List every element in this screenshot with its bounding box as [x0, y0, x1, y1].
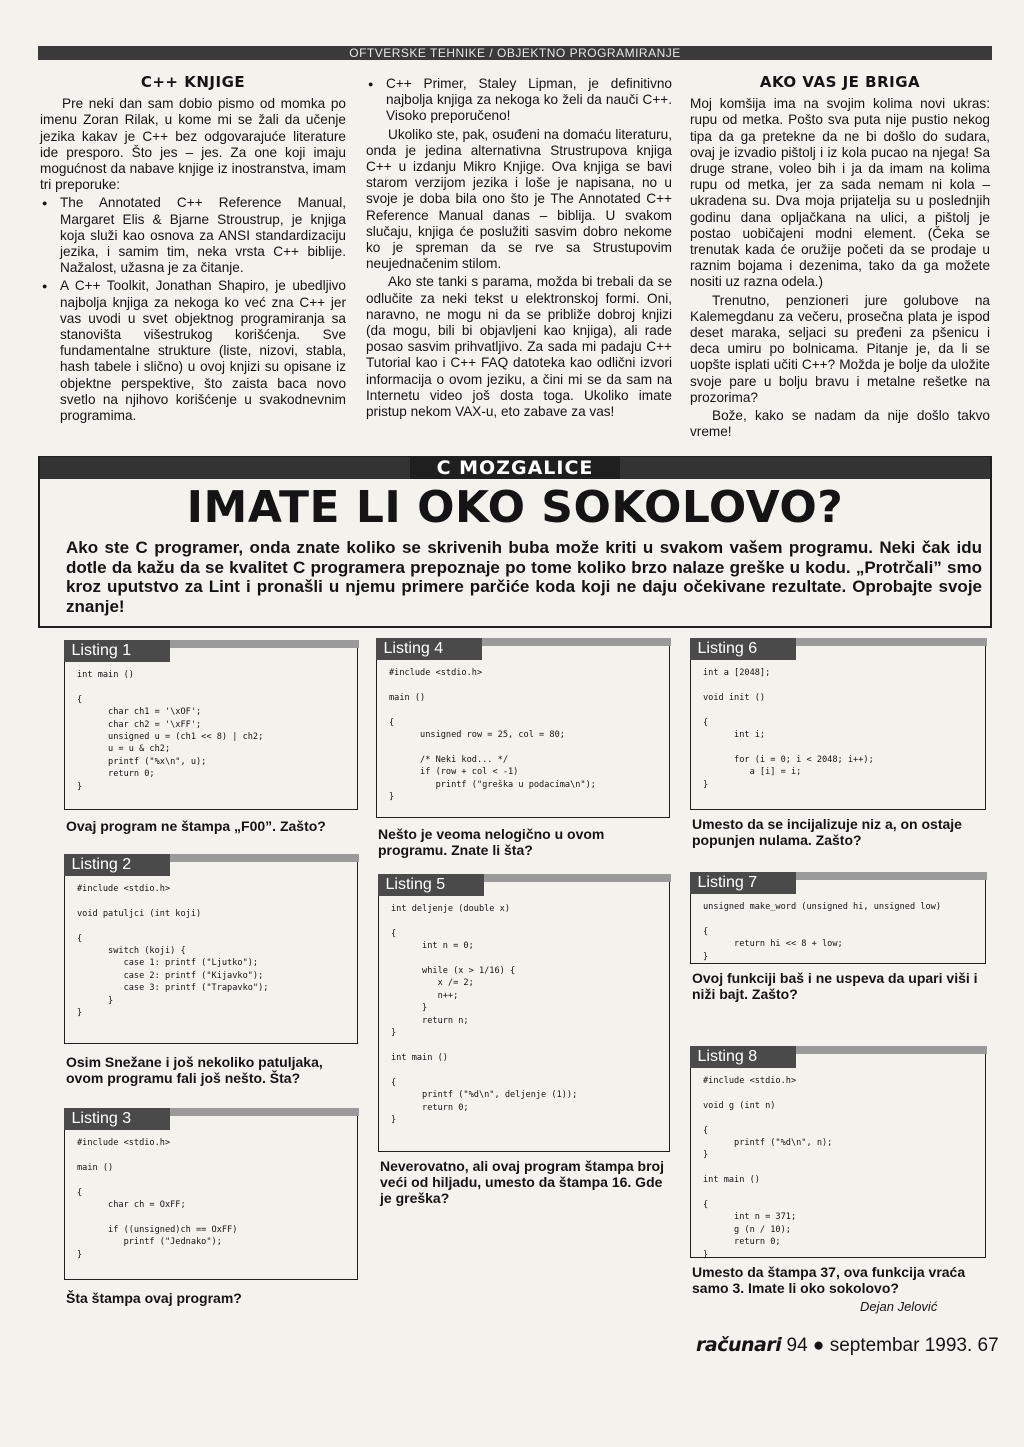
listing-tab-bar — [791, 638, 987, 646]
column-books-continued — [366, 74, 672, 422]
listing-2-box — [64, 854, 358, 1044]
listing-7-box — [690, 872, 986, 964]
care-paragraph-3: Bože, kako se nadam da nije došlo takvo vreme! — [690, 408, 990, 440]
puzzle-lead: Ako ste C programer, onda znate koliko se skrivenih buba može kriti u svakom vašem programu. Neki čak idu dotle da kažu da se kvalitet C programera prepoznaje po tome koliko brzo nalaze greške u kodu. „Protrčali” smo kroz uputstvo za Lint i pronašli u njemu primere parčiće koda koji ne daju očekivane rezultate. Oprobajte svoje znanje! — [66, 538, 982, 616]
listing-8-box — [690, 1046, 986, 1258]
listing-1-label: Listing 1 — [64, 640, 170, 662]
listing-2-code: #include <stdio.h> void patuljci (int koji) { switch (koji) { case 1: printf ("Ljutko"); case 2: printf ("Kijavko"); case 3: printf ("Trapavko"); } } — [77, 884, 269, 1019]
listing-tab-bar — [165, 854, 359, 862]
listing-3-label: Listing 3 — [64, 1108, 170, 1130]
listing-3-question: Šta štampa ovaj program? — [66, 1290, 242, 1306]
puzzle-section-label: C MOZGALICE — [410, 457, 620, 479]
listing-6-label: Listing 6 — [690, 638, 796, 660]
books-paragraph-1: Ukoliko ste, pak, osuđeni na domaću literaturu, onda je jedina alternativna Strustrupova knjiga C++ u izdanju Mikro Knjige. Ova knjiga se bavi starom verzijom jezika i loše je napisana, no u svoje je doba bila ono što je The Annotated C++ Reference Manual danas – biblija. U svakom slučaju, knjiga će poslužiti sasvim dobro nekome ko je spreman da se rve sa Strustupovim neujednačenim stilom. — [366, 126, 672, 272]
issue-number: 94 — [786, 1335, 808, 1356]
care-paragraph-2: Trenutno, penzioneri jure golubove na Kalemegdanu za večeru, prosečna plata je ispod deset maraka, seljaci su pređeni za pšenicu i deca umiru po bolnicama. Pitanje je, da li se uopšte isplati učiti C++? Možda je bolje da uložite svoje pare u bolju bravu i metalne rešetke na prozorima? — [690, 292, 990, 405]
listing-tab-bar — [791, 1046, 987, 1054]
listing-3-box — [64, 1108, 358, 1280]
books-intro: Pre neki dan sam dobio pismo od momka po imenu Zoran Rilak, u kome mi se žali da učenje jezika kakav je C++ bez odgovarajuće literature ide presporo. Što jes – jes. Za one koji imaju mogućnost da nabave knjige iz inostranstva, imam tri preporuke: — [40, 96, 346, 193]
column-if-you-care — [690, 74, 990, 442]
section-header: OFTVERSKE TEHNIKE / OBJEKTNO PROGRAMIRANJE — [38, 46, 992, 60]
listing-2-label: Listing 2 — [64, 854, 170, 876]
column-books — [40, 74, 346, 426]
listing-8-question: Umesto da štampa 37, ova funkcija vraća samo 3. Imate li oko sokolovo? — [692, 1264, 966, 1296]
magazine-brand: računari — [696, 1334, 782, 1356]
author-signature: Dejan Jelović — [860, 1299, 938, 1314]
listing-6-question: Umesto da se incijalizuje niz a, on ostaje popunjen nulama. Zašto? — [692, 816, 962, 848]
listing-tab-bar — [477, 638, 671, 646]
page-footer — [696, 1334, 999, 1357]
care-title: AKO VAS JE BRIGA — [759, 73, 921, 91]
listing-4-label: Listing 4 — [376, 638, 482, 660]
listing-5-question: Neverovatno, ali ovaj program štampa broj veći od hiljadu, umesto da štampa 16. Gde je greška? — [380, 1158, 664, 1206]
bullet-separator: ● — [812, 1335, 825, 1356]
listing-1-question: Ovaj program ne štampa „F00”. Zašto? — [66, 818, 326, 834]
book-item-1: ● The Annotated C++ Reference Manual, Margaret Elis & Bjarne Stroustrup, je knjiga koja služi kao osnova za ANSI standardizaciju jezika, i samim tim, neka vrsta C++ biblije. Nažalost, užasna je za čitanje. — [40, 195, 346, 276]
listing-5-code: int deljenje (double x) { int n = 0; while (x > 1/16) { x /= 2; n++; } return n; } int main () { printf ("%d\n", deljenje (1)); return 0; } — [391, 904, 578, 1125]
listing-8-label: Listing 8 — [690, 1046, 796, 1068]
listing-1-code: int main () { char ch1 = '\xOF'; char ch2 = '\xFF'; unsigned u = (ch1 << 8) | ch2; u = u & ch2; printf ("%x\n", u); return 0; } — [77, 670, 264, 792]
listing-tab-bar — [165, 640, 359, 648]
listing-tab-bar — [479, 874, 671, 882]
listing-4-code: #include <stdio.h> main () { unsigned row = 25, col = 80; /* Neki kod... */ if (row + col < -1) printf ("greška u podacima\n"); } — [389, 668, 596, 803]
care-paragraph-1: Moj komšija ima na svojim kolima novi ukras: rupu od metka. Pošto sva puta nije pustio nekog tipa da ga pretekne da ne bi došlo do sudara, ovaj je izvadio pištolj i iz kola pucao na njega! Sa druge strane, voleo bih i ja da imam na kolima rupu od metka, jer za sada nemam ni kola – ukradena su. Dva moja prijatelja su u poslednjih godinu dana opljačkana na ulici, a pištolj je postao uobičajeni modni element. (Čeka se trenutak kada će oružije početi da se prodaje u raznim bojama i dezenima, tako da ga možete nositi uz razna odela.) — [690, 96, 990, 290]
listing-4-box — [376, 638, 670, 818]
listing-7-question: Ovoj funkciji baš i ne uspeva da upari viši i niži bajt. Zašto? — [692, 970, 978, 1002]
books-list-continued — [366, 76, 672, 125]
listing-7-label: Listing 7 — [690, 872, 796, 894]
listing-2-question: Osim Snežane i još nekoliko patuljaka, ovom programu fali još nešto. Šta? — [66, 1054, 323, 1086]
books-title: C++ KNJIGE — [140, 73, 246, 91]
books-list — [40, 195, 346, 424]
puzzle-title: IMATE LI OKO SOKOLOVO? — [186, 482, 844, 533]
issue-date-page: septembar 1993. 67 — [829, 1335, 999, 1356]
listing-3-code: #include <stdio.h> main () { char ch = OxFF; if ((unsigned)ch == OxFF) printf ("Jednako"); } — [77, 1138, 238, 1260]
listing-6-box — [690, 638, 986, 810]
book-item-3: ● C++ Primer, Staley Lipman, je definitivno najbolja knjiga za nekoga ko želi da nauči C++. Visoko preporučeno! — [366, 76, 672, 125]
listing-tab-bar — [165, 1108, 359, 1116]
book-item-2: ● A C++ Toolkit, Jonathan Shapiro, je ubedljivo najbolja knjiga za nekoga ko već zna C++ jer vas uvodi u svet objektnog programiranja sa stanovišta višestrukog korišćenja. Sve fundamentalne strukture (liste, nizovi, stabla, hash tabele i slično) u ovoj knjizi su opisane iz objektne perspektive, što zaista baca novo svetlo na njihovo korišćenje u svakodnevnim programima. — [40, 278, 346, 424]
books-paragraph-2: Ako ste tanki s parama, možda bi trebali da se odlučite za neki tekst u elektronskoj formi. Oni, naravno, ne mogu ni da se približe dobroj knjizi (da mogu, bili bi objavljeni kao knjiga), ali rade posao sasvim prihvatljivo. Za sada mi padaju C++ Tutorial kao i C++ FAQ datoteka kao odlični izvori informacija o ovom jeziku, a čini mi se da sam na Internetu video još dosta toga. Ukoliko imate pristup nekom VAX-u, eto zabave za vas! — [366, 274, 672, 420]
listing-7-code: unsigned make_word (unsigned hi, unsigned low) { return hi << 8 + low; } — [703, 902, 941, 962]
listing-8-code: #include <stdio.h> void g (int n) { printf ("%d\n", n); } int main () { int n = 371; g (n / 10); return 0; } — [703, 1076, 833, 1260]
listing-6-code: int a [2048]; void init () { int i; for (i = 0; i < 2048; i++); a [i] = i; } — [703, 668, 874, 790]
listing-tab-bar — [791, 872, 987, 880]
listing-5-label: Listing 5 — [378, 874, 484, 896]
listing-5-box — [378, 874, 670, 1152]
listing-4-question: Nešto je veoma nelogično u ovom programu. Znate li šta? — [378, 826, 605, 858]
listing-1-box — [64, 640, 358, 810]
